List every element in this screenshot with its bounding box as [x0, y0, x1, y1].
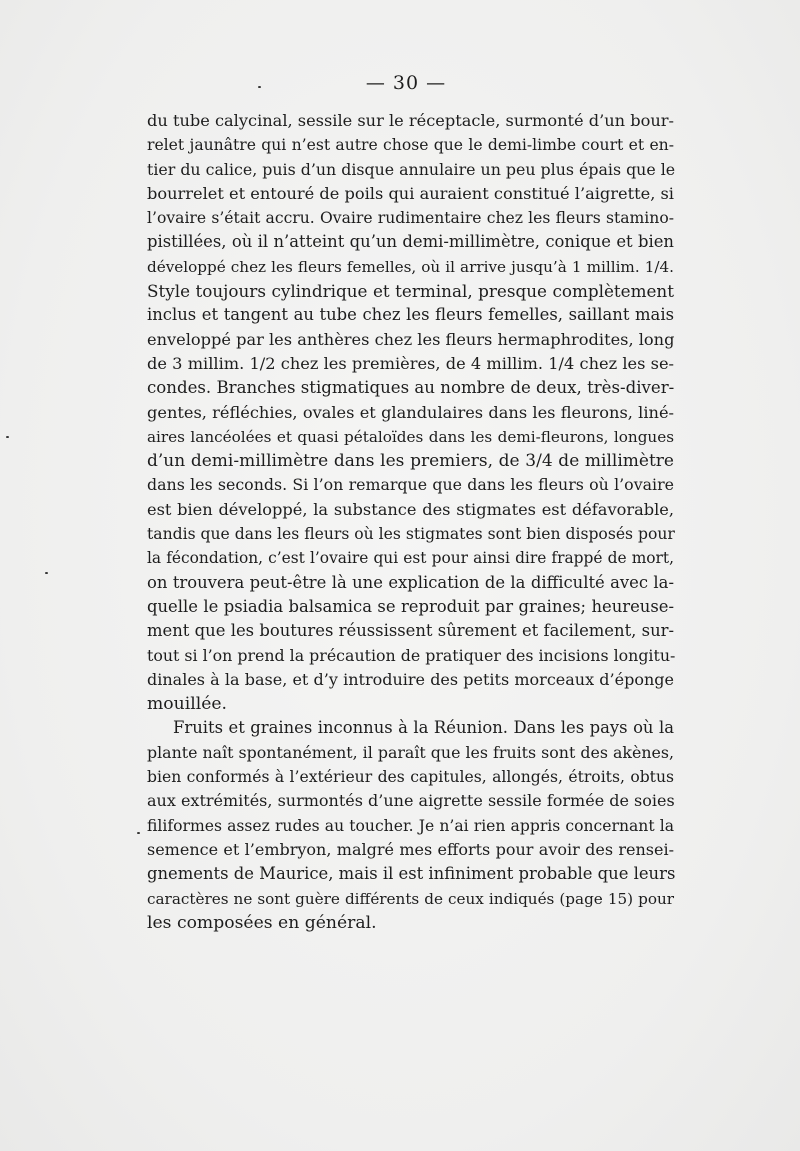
text-line: du tube calycinal, sessile sur le réceptacle, surmonté d’un bour-	[147, 111, 674, 130]
text-line: caractères ne sont guère différents de ceux indiqués (page 15) pour	[147, 889, 674, 908]
text-line: Style toujours cylindrique et terminal, presque complètement	[147, 281, 674, 302]
text-line: tout si l’on prend la précaution de pratiquer des incisions longitu-	[147, 645, 676, 665]
body-text	[147, 109, 674, 935]
text-line: d’un demi-millimètre dans les premiers, de 3/4 de millimètre	[147, 451, 674, 472]
text-line: l’ovaire s’était accru. Ovaire rudimentaire chez les fleurs stamino-	[147, 209, 674, 228]
text-line: pistillées, où il n’atteint qu’un demi-millimètre, conique et bien	[147, 232, 674, 252]
text-line: aires lancéolées et quasi pétaloïdes dans les demi-fleurons, longues	[147, 427, 674, 446]
print-speck	[45, 572, 48, 574]
text-line: gnements de Maurice, mais il est infiniment probable que leurs	[147, 864, 676, 884]
text-line: enveloppé par les anthères chez les fleurs hermaphrodites, long	[147, 329, 675, 349]
text-line: on trouvera peut-être là une explication de la difficulté avec la-	[147, 572, 674, 592]
text-line: mouillée.	[147, 694, 228, 715]
text-line: gentes, réfléchies, ovales et glandulaires dans les fleurons, liné-	[147, 402, 674, 422]
print-speck	[258, 86, 261, 88]
page-number: — 30 —	[365, 72, 447, 94]
paragraph-2	[147, 716, 674, 935]
text-line: semence et l’embryon, malgré mes efforts pour avoir des rensei-	[147, 839, 674, 859]
text-line: de 3 millim. 1/2 chez les premières, de 4 millim. 1/4 chez les se-	[147, 353, 674, 373]
text-line: tandis que dans les fleurs où les stigmates sont bien disposés pour	[147, 525, 675, 544]
text-line: dinales à la base, et d’y introduire des petits morceaux d’éponge	[147, 669, 674, 689]
text-line: tier du calice, puis d’un disque annulaire un peu plus épais que le	[147, 159, 676, 179]
print-speck	[6, 436, 9, 438]
text-line: Fruits et graines inconnus à la Réunion. Dans les pays où la	[173, 718, 674, 738]
text-line: bourrelet et entouré de poils qui auraient constitué l’aigrette, si	[147, 183, 674, 203]
text-line: bien conformés à l’extérieur des capitules, allongés, étroits, obtus	[147, 768, 674, 787]
text-line: plante naît spontanément, il paraît que les fruits sont des akènes,	[147, 742, 674, 762]
text-line: condes. Branches stigmatiques au nombre de deux, très-diver-	[147, 378, 675, 398]
text-line: est bien développé, la substance des stigmates est défavorable,	[147, 499, 674, 519]
text-line: dans les seconds. Si l’on remarque que dans les fleurs où l’ovaire	[147, 475, 674, 495]
text-line: ment que les boutures réussissent sûrement et facilement, sur-	[147, 621, 674, 641]
text-line: filiformes assez rudes au toucher. Je n’ai rien appris concernant la	[147, 816, 674, 835]
paragraph-1	[147, 109, 674, 716]
text-line: quelle le psiadia balsamica se reproduit par graines; heureuse-	[147, 596, 674, 616]
text-line: les composées en général.	[147, 912, 377, 933]
text-line: relet jaunâtre qui n’est autre chose que le demi-limbe court et en-	[147, 136, 674, 155]
text-line: inclus et tangent au tube chez les fleurs femelles, saillant mais	[147, 305, 674, 325]
print-speck	[137, 832, 140, 834]
text-line: la fécondation, c’est l’ovaire qui est pour ainsi dire frappé de mort,	[147, 549, 674, 568]
text-line: développé chez les fleurs femelles, où il arrive jusqu’à 1 millim. 1/4.	[147, 257, 674, 276]
text-line: aux extrémités, surmontés d’une aigrette sessile formée de soies	[147, 791, 675, 811]
